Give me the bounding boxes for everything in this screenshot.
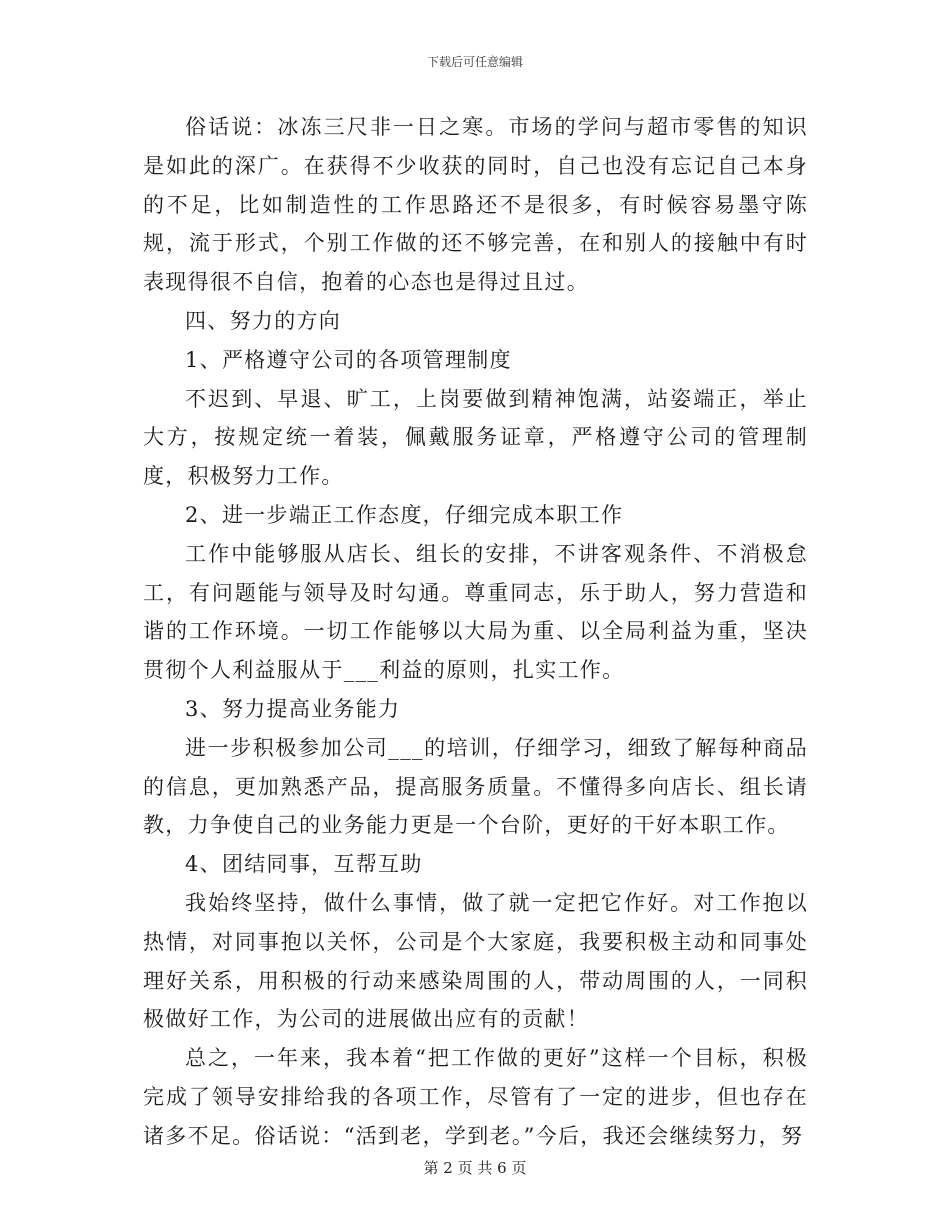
section-heading-direction: 四、努力的方向 xyxy=(185,308,342,333)
subheading-teamwork: 4、团结同事，互帮互助 xyxy=(185,852,423,877)
paragraph-attitude: 工作中能够服从店长、组长的安排，不讲客观条件、不消极怠工，有问题能与领导及时勾通。尊重同志，乐于助人，努力营造和谐的工作环境。一切工作能够以大局为重、以全局利益为重，坚决贯彻个人利益服从于___利益的原则，扎实工作。 xyxy=(143,541,808,683)
subheading-ability: 3、努力提高业务能力 xyxy=(185,696,401,721)
paragraph-rules: 不迟到、早退、旷工，上岗要做到精神饱满，站姿端正，举止大方，按规定统一着装，佩戴服务证章，严格遵守公司的管理制度，积极努力工作。 xyxy=(143,386,808,489)
paragraph-reflection: 俗话说：冰冻三尺非一日之寒。市场的学问与超市零售的知识是如此的深广。在获得不少收获的同时，自己也没有忘记自己本身的不足，比如制造性的工作思路还不是很多，有时候容易墨守陈规，流于形式，个别工作做的还不够完善，在和别人的接触中有时表现得很不自信，抱着的心态也是得过且过。 xyxy=(143,115,808,295)
document-body xyxy=(143,108,808,1156)
subheading-rules: 1、严格遵守公司的各项管理制度 xyxy=(185,347,512,372)
subheading-attitude: 2、进一步端正工作态度，仔细完成本职工作 xyxy=(185,502,624,527)
paragraph-teamwork: 我始终坚持，做什么事情，做了就一定把它作好。对工作抱以热情，对同事抱以关怀，公司是个大家庭，我要积极主动和同事处理好关系，用积极的行动来感染周围的人，带动周围的人，一同积极做好工作，为公司的进展做出应有的贡献！ xyxy=(143,890,808,1032)
paragraph-ability: 进一步积极参加公司___的培训，仔细学习，细致了解每种商品的信息，更加熟悉产品，提高服务质量。不懂得多向店长、组长请教，力争使自己的业务能力更是一个台阶，更好的干好本职工作。 xyxy=(143,735,808,838)
page-number: 第 2 页 共 6 页 xyxy=(423,1159,527,1177)
paragraph-summary: 总之，一年来，我本着“把工作做的更好”这样一个目标，积极完成了领导安排给我的各项工作，尽管有了一定的进步，但也存在诸多不足。俗话说：“活到老，学到老。”今后，我还会继续努力，努 xyxy=(143,1046,808,1148)
page-header: 下载后可任意编辑 xyxy=(426,55,523,69)
